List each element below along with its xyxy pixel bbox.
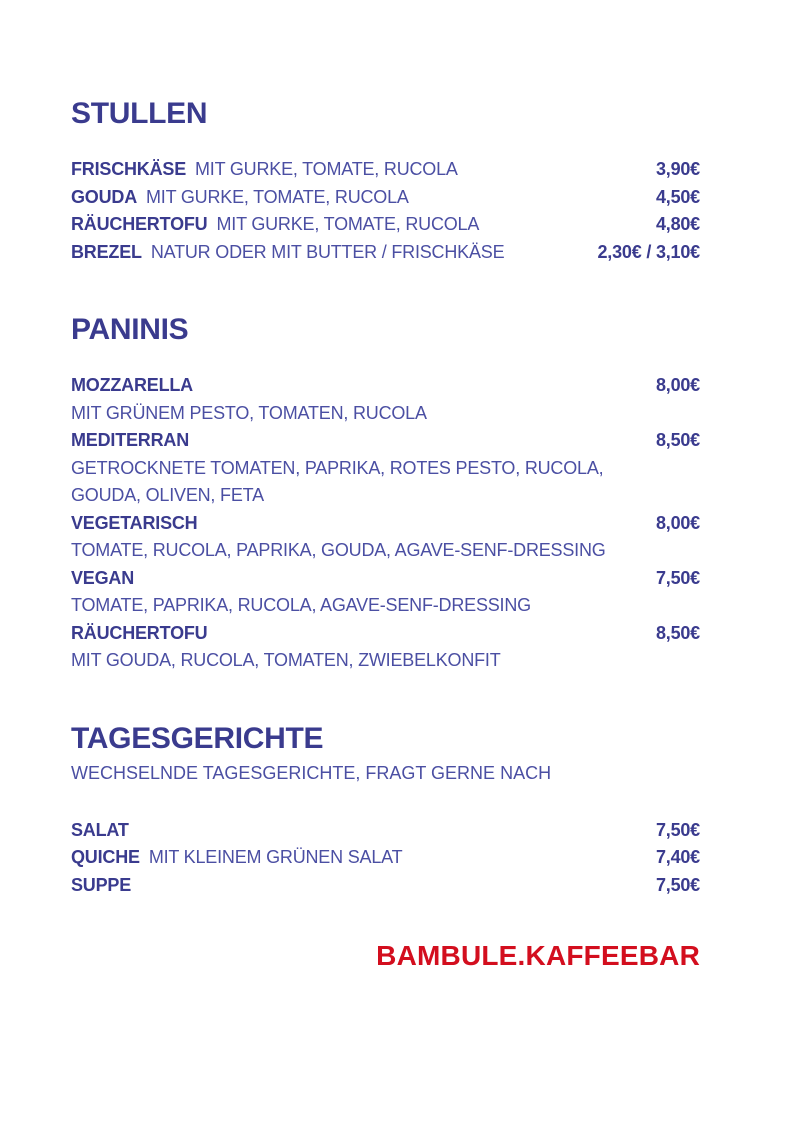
item-description: NATUR ODER MIT BUTTER / FRISCHKÄSE — [150, 241, 505, 262]
item-left — [71, 184, 409, 212]
item-left — [71, 817, 129, 845]
item-description: MIT GURKE, TOMATE, RUCOLA — [195, 159, 458, 179]
item-price: 7,50€ — [655, 567, 700, 588]
item-name: RÄUCHERTOFU — [71, 214, 208, 234]
item-description-line: MIT GRÜNEM PESTO, TOMATEN, RUCOLA — [71, 402, 427, 423]
item-left — [71, 620, 207, 648]
item-name: VEGETARISCH — [71, 512, 198, 533]
item-description: MIT GURKE, TOMATE, RUCOLA — [216, 214, 480, 234]
item-price: 7,40€ — [655, 847, 700, 867]
menu-sections — [71, 96, 700, 899]
item-description-line: TOMATE, PAPRIKA, RUCOLA, AGAVE-SENF-DRESSING — [71, 595, 531, 615]
item-left — [71, 872, 131, 900]
menu-item-row — [71, 565, 700, 593]
menu-item-row — [71, 872, 700, 900]
item-price: 8,50€ — [655, 622, 700, 643]
menu-item-row — [71, 844, 700, 872]
item-name: VEGAN — [71, 567, 135, 588]
menu-item-row — [71, 184, 700, 212]
section-subtitle: WECHSELNDE TAGESGERICHTE, FRAGT GERNE NACH — [71, 762, 552, 783]
menu-item-row — [71, 817, 700, 845]
menu-item-row — [71, 620, 700, 648]
item-left — [71, 565, 134, 593]
item-left — [71, 372, 193, 400]
item-name: RÄUCHERTOFU — [71, 622, 208, 643]
menu-item-row — [71, 211, 700, 239]
menu-item-row — [71, 510, 700, 538]
item-name: SUPPE — [71, 874, 132, 895]
item-name: GOUDA — [71, 186, 137, 207]
menu-section — [71, 312, 700, 675]
item-left — [71, 211, 479, 239]
menu-section — [71, 96, 700, 266]
item-name: MOZZARELLA — [71, 375, 193, 395]
menu-content — [71, 0, 700, 971]
item-price: 8,50€ — [655, 430, 700, 450]
section-title: PANINIS — [71, 313, 189, 346]
section-title: TAGESGERICHTE — [71, 721, 324, 755]
section-items — [71, 156, 700, 266]
section-items — [71, 817, 700, 900]
item-price: 4,80€ — [655, 214, 700, 234]
item-description: MIT KLEINEM GRÜNEN SALAT — [148, 847, 403, 867]
item-price: 7,50€ — [655, 819, 700, 840]
menu-section — [71, 721, 700, 900]
item-description-line: MIT GOUDA, RUCOLA, TOMATEN, ZWIEBELKONFIT — [71, 650, 501, 670]
section-items — [71, 372, 700, 675]
section-title: STULLEN — [71, 97, 208, 130]
item-price: 8,00€ — [655, 375, 700, 395]
item-price: 4,50€ — [655, 186, 700, 207]
item-description: MIT GURKE, TOMATE, RUCOLA — [146, 186, 409, 207]
item-price: 8,00€ — [655, 512, 700, 533]
item-left — [71, 844, 402, 872]
item-name: QUICHE — [71, 847, 140, 867]
item-name: BREZEL — [71, 241, 142, 262]
item-description-line: GOUDA, OLIVEN, FETA — [71, 485, 264, 505]
item-description-line: GETROCKNETE TOMATEN, PAPRIKA, ROTES PESTO, RUCOLA, — [71, 457, 604, 478]
item-price: 7,50€ — [655, 874, 700, 895]
brand-wordmark: BAMBULE.KAFFEEBAR — [376, 940, 700, 971]
item-price: 2,30€ / 3,10€ — [597, 241, 700, 262]
menu-item-row — [71, 156, 700, 184]
item-price: 3,90€ — [655, 159, 700, 179]
item-name: FRISCHKÄSE — [71, 159, 187, 179]
item-name: MEDITERRAN — [71, 430, 189, 450]
item-left — [71, 427, 189, 455]
menu-item-row — [71, 427, 700, 455]
menu-item-row — [71, 239, 700, 267]
menu-item-row — [71, 372, 700, 400]
item-left — [71, 156, 458, 184]
item-left — [71, 239, 504, 267]
item-description-line: TOMATE, RUCOLA, PAPRIKA, GOUDA, AGAVE-SENF-DRESSING — [71, 540, 606, 560]
item-name: SALAT — [71, 819, 129, 840]
item-left — [71, 510, 197, 538]
